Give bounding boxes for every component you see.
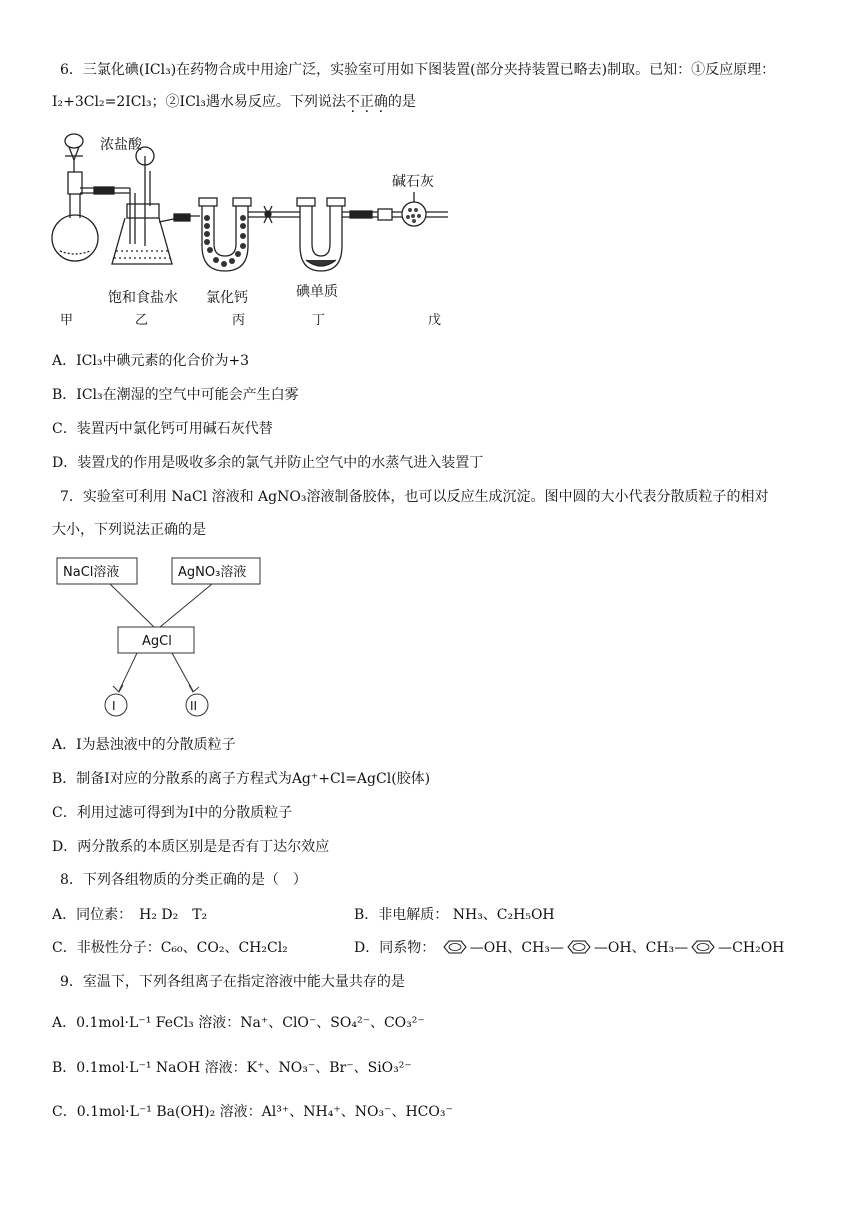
label-yi: 乙 (135, 313, 149, 328)
q9-option-b: B．0.1mol·L⁻¹ NaOH 溶液：K⁺、NO₃⁻、Br⁻、SiO₃²⁻ (52, 1060, 412, 1076)
separatory-funnel-top (65, 134, 83, 148)
q9-option-a: A．0.1mol·L⁻¹ FeCl₃ 溶液：Na⁺、ClO⁻、SO₄²⁻、CO₃²⁻ (52, 1015, 425, 1031)
q6-stem-line2-a: I₂+3Cl₂=2ICl₃；②ICl₃遇水易反应。下列说法 (52, 94, 346, 110)
q8-option-d (354, 938, 784, 958)
label-iodine: 碘单质 (296, 284, 338, 300)
q6-apparatus-figure (50, 126, 460, 331)
circle-1-label: I (112, 699, 116, 713)
q7-option-b: B．制备I对应的分散系的离子方程式为Ag⁺+Cl=AgCl(胶体) (52, 771, 431, 787)
q6-option-a: A．ICl₃中碘元素的化合价为+3 (52, 353, 250, 369)
q8-option-d-item2: —OH、CH₃— (593, 940, 689, 956)
box-nacl-label: NaCl溶液 (63, 565, 120, 580)
label-bing: 丙 (232, 313, 246, 328)
benzene-ring-icon (564, 940, 594, 954)
q7-option-a: A．I为悬浊液中的分散质粒子 (52, 737, 236, 753)
round-bottom-flask (52, 215, 98, 261)
q9-option-c: C．0.1mol·L⁻¹ Ba(OH)₂ 溶液：Al³⁺、NH₄⁺、NO₃⁻、HCO₃⁻ (52, 1104, 453, 1120)
label-ding: 丁 (312, 313, 326, 328)
box-agcl-label: AgCl (142, 634, 172, 649)
q8-stem: 8．下列各组物质的分类正确的是（ ） (60, 872, 307, 888)
q8-option-b: B．非电解质： NH₃、C₂H₅OH (354, 907, 555, 923)
q6-option-d: D．装置戊的作用是吸收多余的氯气并防止空气中的水蒸气进入装置丁 (52, 455, 484, 471)
label-jia: 甲 (60, 313, 74, 328)
label-conc-hcl: 浓盐酸 (100, 137, 142, 153)
q7-stem-line2: 大小，下列说法正确的是 (52, 522, 206, 538)
q8-option-d-item3: —CH₂OH (718, 940, 785, 956)
label-wu: 戊 (428, 313, 442, 328)
box-agno3-label: AgNO₃溶液 (178, 565, 247, 580)
label-calcium-chloride: 氯化钙 (206, 290, 248, 306)
q8-option-d-prefix: D．同系物： (354, 940, 436, 956)
label-saturated-brine: 饱和食盐水 (108, 290, 178, 306)
q9-stem: 9．室温下，下列各组离子在指定溶液中能大量共存的是 (60, 974, 405, 990)
benzene-ring-icon (440, 940, 470, 954)
circle-1 (105, 694, 127, 716)
q7-option-c: C．利用过滤可得到为I中的分散质粒子 (52, 805, 293, 821)
flask-neck (68, 172, 82, 194)
q7-option-d: D．两分散系的本质区别是是否有丁达尔效应 (52, 839, 330, 855)
benzene-ring-icon (688, 940, 718, 954)
q8-option-a: A．同位素： H₂ D₂ T₂ (52, 907, 208, 923)
q8-option-d-item1: —OH、CH₃— (469, 940, 564, 956)
q6-stem-line2-c: 的是 (387, 94, 416, 110)
q6-stem-line2 (52, 92, 416, 112)
circle-2-label: II (190, 699, 198, 713)
q7-stem-line1: 7．实验室可利用 NaCl 溶液和 AgNO₃溶液制备胶体，也可以反应生成沉淀。图中圆的大小代表分散质粒子的相对 (60, 489, 769, 505)
q6-emphasis: 不正确 (345, 94, 388, 110)
q7-flow-figure (52, 553, 272, 723)
q6-stem-line1: 6．三氯化碘(ICl₃)在药物合成中用途广泛，实验室可用如下图装置(部分夹持装置已略去)制取。已知：①反应原理： (60, 62, 776, 78)
q6-option-c: C．装置丙中氯化钙可用碱石灰代替 (52, 421, 273, 437)
q8-option-c: C．非极性分子：C₆₀、CO₂、CH₂Cl₂ (52, 940, 288, 956)
q6-option-b: B．ICl₃在潮湿的空气中可能会产生白雾 (52, 387, 299, 403)
label-soda-lime: 碱石灰 (392, 174, 434, 190)
conical-flask (112, 218, 172, 264)
